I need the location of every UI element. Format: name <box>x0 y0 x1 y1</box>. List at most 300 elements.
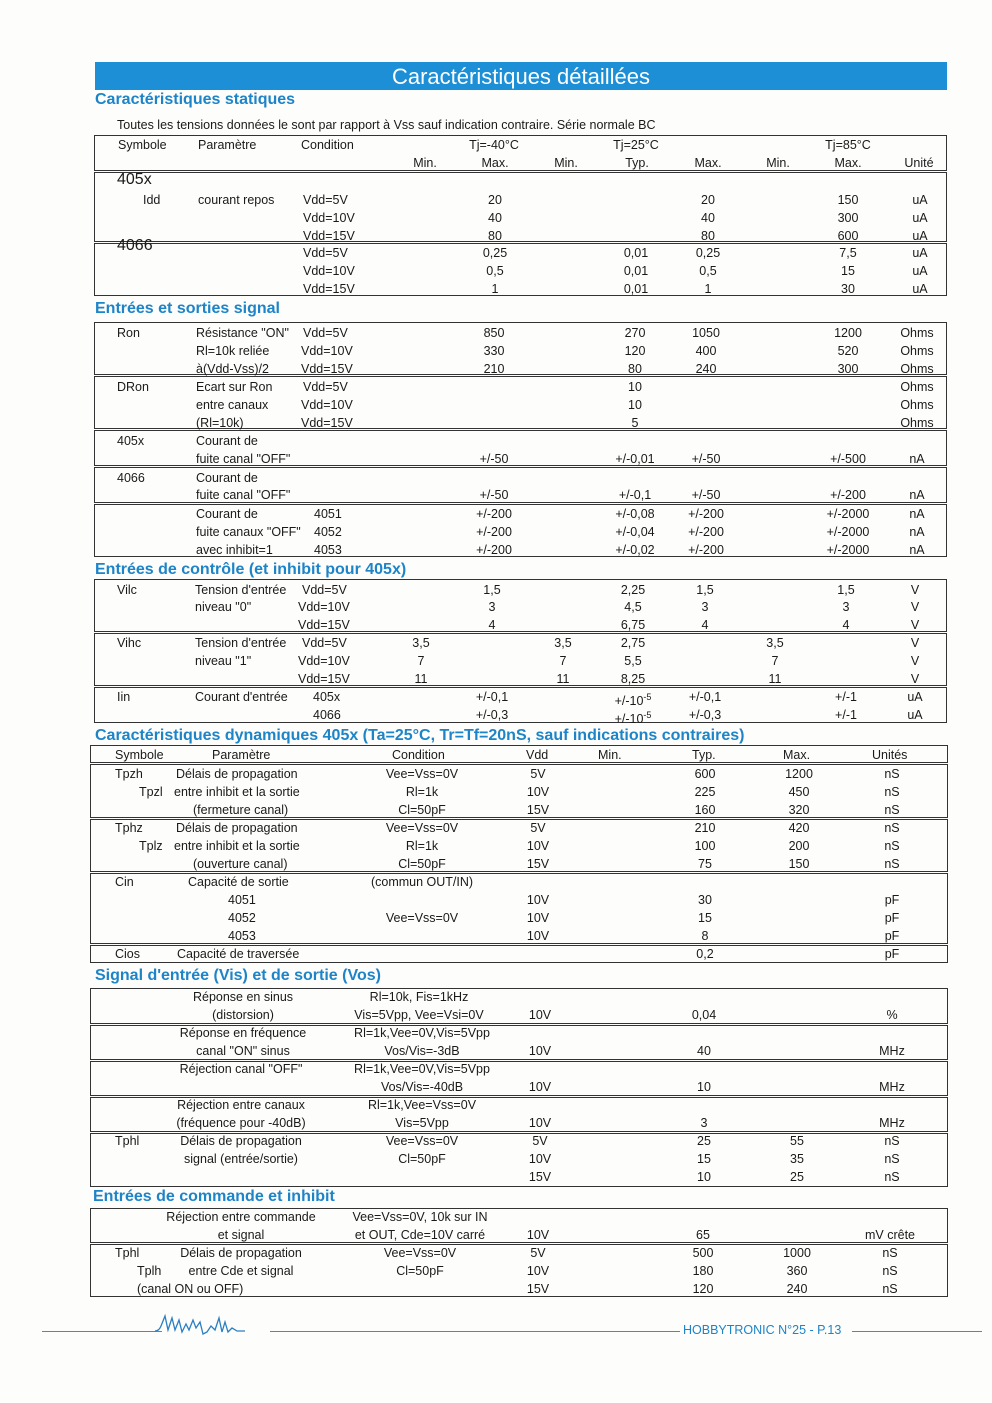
table-cell: 200 <box>788 839 810 853</box>
table-cell: Réjection entre commande <box>166 1210 316 1224</box>
section-title-statiques: Caractéristiques statiques <box>95 91 296 108</box>
table-cell: 1,5 <box>483 583 501 597</box>
table-cell: avec inhibit=1 <box>196 543 273 557</box>
table-cell: 40 <box>701 211 715 225</box>
header-tj-25: Tj=25°C <box>613 138 659 152</box>
signal-wave-logo <box>155 1312 275 1342</box>
table-cell: nS <box>882 1282 898 1296</box>
table-cell: 65 <box>696 1228 710 1242</box>
table-cell: +/-0,1 <box>618 488 652 502</box>
table-cell: niveau "1" <box>195 654 252 668</box>
table-cell: Vilc <box>117 583 137 597</box>
table-cell: à(Vdd-Vss)/2 <box>196 362 269 376</box>
table-cell: 0,5 <box>486 264 504 278</box>
table-cell: Tplh <box>137 1264 162 1278</box>
table-cell: Cl=50pF <box>398 857 446 871</box>
table-cell: nA <box>909 452 925 466</box>
table-cell: +/-200 <box>830 488 866 502</box>
table-cell: 120 <box>624 344 646 358</box>
table-cell: Courant de <box>196 434 258 448</box>
table-cell: 0,01 <box>623 264 649 278</box>
table-cell: 4066 <box>313 708 341 722</box>
table-cell: 3,5 <box>766 636 784 650</box>
table-cell: 1 <box>491 282 499 296</box>
table-cell: 405x <box>117 434 145 448</box>
table-cell: 10V <box>528 1044 552 1058</box>
table-cell: 500 <box>692 1246 714 1260</box>
table-cell: +/-0,01 <box>615 452 655 466</box>
table-cell: Vdd=5V <box>302 583 347 597</box>
table-cell: +/-50 <box>691 488 721 502</box>
table-cell: +/-500 <box>830 452 866 466</box>
table-cell: 3,5 <box>554 636 572 650</box>
table-cell: 3 <box>842 600 850 614</box>
header-tj-85: Tj=85°C <box>825 138 871 152</box>
table-cell: Vdd=5V <box>303 246 348 260</box>
table-cell: +/-50 <box>479 488 509 502</box>
table-cell: Ohms <box>900 326 934 340</box>
exponent-power: -5 <box>643 692 652 702</box>
table-cell: niveau "0" <box>195 600 252 614</box>
table-cell: +/-0,1 <box>688 690 722 704</box>
table-cell: 10V <box>526 785 550 799</box>
table-cell: 5 <box>631 416 639 430</box>
table-cell: 5,5 <box>624 654 642 668</box>
table-cell: Vdd=10V <box>301 398 353 412</box>
table-cell: Vdd=10V <box>301 344 353 358</box>
table-cell: 150 <box>837 193 859 207</box>
exponent-base: +/-10 <box>614 694 644 709</box>
table-cell: nS <box>884 785 900 799</box>
table-cell: Vee=Vss=0V <box>385 767 459 781</box>
table-cell: 15 <box>697 1152 711 1166</box>
table-cell: Ohms <box>900 344 934 358</box>
table-cell: et OUT, Cde=10V carré <box>354 1228 486 1242</box>
header-min-3: Min. <box>766 156 790 170</box>
table-cell: Délais de propagation <box>180 1134 302 1148</box>
table-cell: 5V <box>532 1134 548 1148</box>
table-cell: nS <box>884 1170 900 1184</box>
table-cell: 10V <box>526 1228 550 1242</box>
table-cell: 15V <box>528 1170 552 1184</box>
table-cell: +/-50 <box>479 452 509 466</box>
table-cell: Réponse en sinus <box>192 990 294 1004</box>
table-cell: MHz <box>879 1080 905 1094</box>
table-cell: Vis=5Vpp <box>395 1116 449 1130</box>
table-cell: 10V <box>526 839 550 853</box>
table-cell: Vdd=15V <box>298 618 350 632</box>
table-cell: Rl=1k,Vee=Vss=0V <box>367 1098 477 1112</box>
table-cell: V <box>910 618 920 632</box>
table-cell: Ohms <box>900 362 934 376</box>
table-cell: pF <box>884 929 900 943</box>
table-cell: 4051 <box>314 507 342 521</box>
table-cell: +/-200 <box>688 525 724 539</box>
table-cell: Cin <box>115 875 134 889</box>
section-title-signal: Entrées et sorties signal <box>95 300 280 317</box>
table-cell: 7 <box>417 654 425 668</box>
table-cell: Capacité de sortie <box>188 875 289 889</box>
table-cell: 300 <box>837 211 859 225</box>
table-cell: 40 <box>488 211 502 225</box>
table-cell: 4066 <box>117 237 153 254</box>
section-title-commande: Entrées de commande et inhibit <box>93 1188 335 1205</box>
table-cell: 1,5 <box>696 583 714 597</box>
table-cell: nS <box>882 1264 898 1278</box>
table-cell: fuite canal "OFF" <box>196 488 291 502</box>
table-cell: +/-1 <box>835 690 857 704</box>
table-cell: 10V <box>528 1116 552 1130</box>
header-max-1: Max. <box>481 156 509 170</box>
table-cell: (fréquence pour -40dB) <box>176 1116 306 1130</box>
table-cell: +/-0,1 <box>475 690 509 704</box>
table-cell: Tpzl <box>139 785 163 799</box>
table-cell: Unités <box>872 748 908 762</box>
table-cell: 25 <box>697 1134 711 1148</box>
table-cell: 11 <box>414 672 428 686</box>
table-cell: Ohms <box>900 380 934 394</box>
table-cell: nS <box>884 1152 900 1166</box>
table-cell: Idd <box>143 193 161 207</box>
footer-rule-left <box>42 1331 162 1332</box>
table-cell: Tpzh <box>115 767 143 781</box>
table-cell: 11 <box>768 672 782 686</box>
table-cell: pF <box>884 911 900 925</box>
table-cell: 6,75 <box>620 618 646 632</box>
table-cell: 330 <box>483 344 505 358</box>
table-cell: +/-200 <box>688 507 724 521</box>
table-cell: Typ. <box>692 748 716 762</box>
table-cell: Tension d'entrée <box>195 636 287 650</box>
table-cell: 3 <box>701 600 709 614</box>
table-cell: V <box>910 583 920 597</box>
table-cell: 8,25 <box>620 672 646 686</box>
table-cell: 8 <box>701 929 709 943</box>
table-cell: Vdd=10V <box>303 264 355 278</box>
table-cell: 15V <box>526 1282 550 1296</box>
table-cell: V <box>910 600 920 614</box>
table-cell: 4052 <box>314 525 342 539</box>
table-cell: 15V <box>526 857 550 871</box>
table-cell: Ohms <box>900 398 934 412</box>
table-cell: 405x <box>117 171 152 188</box>
page-banner-title: Caractéristiques détaillées <box>95 62 947 90</box>
table-cell: fuite canal "OFF" <box>196 452 291 466</box>
section-title-vis-vos: Signal d'entrée (Vis) et de sortie (Vos) <box>95 967 381 984</box>
table-cell: +/-0,3 <box>688 708 722 722</box>
table-cell: 15 <box>841 264 855 278</box>
table-cell: 80 <box>488 229 502 243</box>
table-cell: Réjection canal "OFF" <box>179 1062 303 1076</box>
table-cell: canal "ON" sinus <box>196 1044 290 1058</box>
section-title-dynamiques: Caractéristiques dynamiques 405x (Ta=25°C, Tr=Tf=20nS, sauf indications contraires) <box>95 727 745 744</box>
table-cell: 30 <box>841 282 855 296</box>
table-cell: et signal <box>217 1228 265 1242</box>
table-cell: 11 <box>556 672 570 686</box>
table-cell: Vdd=5V <box>303 193 348 207</box>
table-cell: 4053 <box>228 929 256 943</box>
table-cell: Cl=50pF <box>396 1264 444 1278</box>
table-cell: Rl=1k,Vee=0V,Vis=5Vpp <box>354 1026 490 1040</box>
table-cell: 15 <box>698 911 712 925</box>
table-cell: Cl=50pF <box>398 803 446 817</box>
table-cell: uA <box>907 708 923 722</box>
table-cell: Vee=Vss=0V, 10k sur IN <box>352 1210 488 1224</box>
header-typ-2: Typ. <box>625 156 649 170</box>
table-cell: Vdd=5V <box>302 636 347 650</box>
table-cell: +/-200 <box>476 543 512 557</box>
table-cell: 10V <box>528 1152 552 1166</box>
table-cell: 5V <box>530 821 546 835</box>
table-cell: Rl=10k reliée <box>196 344 270 358</box>
table-cell: Capacité de traversée <box>177 947 300 961</box>
table-cell: Rl=1k <box>405 785 439 799</box>
table-cell: Paramètre <box>212 748 271 762</box>
table-cell: uA <box>912 211 928 225</box>
table-cell: 4053 <box>314 543 342 557</box>
table-cell: Vdd=10V <box>298 600 350 614</box>
table-cell: pF <box>884 947 900 961</box>
header-symbole: Symbole <box>118 138 167 152</box>
table-cell: nA <box>909 543 925 557</box>
table-cell-exponent <box>615 708 652 726</box>
table-cell: Vos/Vis=-40dB <box>380 1080 464 1094</box>
table-cell: 2,25 <box>620 583 646 597</box>
table-cell: Réponse en fréquence <box>179 1026 307 1040</box>
table-cell: Vos/Vis=-3dB <box>384 1044 460 1058</box>
table-cell: Ecart sur Ron <box>196 380 273 394</box>
table-cell: 0,01 <box>623 246 649 260</box>
table-cell: courant repos <box>198 193 275 207</box>
table-cell: 55 <box>790 1134 804 1148</box>
header-min-2: Min. <box>554 156 578 170</box>
table-cell: Courant d'entrée <box>195 690 288 704</box>
table-cell: 4 <box>701 618 709 632</box>
table-cell: Vdd=15V <box>303 282 355 296</box>
table-cell: MHz <box>879 1116 905 1130</box>
table-cell: Vis=5Vpp, Vee=Vsi=0V <box>354 1008 484 1022</box>
table-cell: 2,75 <box>620 636 646 650</box>
table-cell: 120 <box>692 1282 714 1296</box>
table-cell: Symbole <box>115 748 164 762</box>
table-cell: signal (entrée/sortie) <box>184 1152 298 1166</box>
table-cell: 10 <box>628 398 642 412</box>
table-cell: 20 <box>701 193 715 207</box>
table-cell: Tphl <box>115 1246 140 1260</box>
table-cell: +/-2000 <box>826 525 870 539</box>
table-cell: nS <box>884 803 900 817</box>
table-cell: 3 <box>700 1116 708 1130</box>
table-cell: 4 <box>488 618 496 632</box>
table-cell: Cl=50pF <box>398 1152 446 1166</box>
header-min-1: Min. <box>413 156 437 170</box>
table-cell: 240 <box>695 362 717 376</box>
table-cell: 7 <box>559 654 567 668</box>
table-cell: 10V <box>526 893 550 907</box>
table-cell: 210 <box>483 362 505 376</box>
table-cell: 160 <box>694 803 716 817</box>
table-cell: 225 <box>694 785 716 799</box>
table-cell: uA <box>912 282 928 296</box>
table-cell-exponent <box>615 690 652 708</box>
table-cell: 600 <box>694 767 716 781</box>
table-cell: +/-0,08 <box>615 507 655 521</box>
table-cell: 0,25 <box>695 246 721 260</box>
table-cell: 3 <box>488 600 496 614</box>
table-cell: 4066 <box>117 471 145 485</box>
table-cell: 4 <box>842 618 850 632</box>
table-cell: +/-2000 <box>826 507 870 521</box>
table-cell: uA <box>912 193 928 207</box>
table-cell: 1050 <box>692 326 720 340</box>
table-cell: nA <box>909 488 925 502</box>
table-cell: DRon <box>117 380 149 394</box>
table-cell: 270 <box>624 326 646 340</box>
table-cell: Vee=Vss=0V <box>385 1134 459 1148</box>
table-cell: Rl=1k <box>405 839 439 853</box>
table-cell: Tphl <box>115 1134 140 1148</box>
table-cell: Ohms <box>900 416 934 430</box>
table-cell: uA <box>912 246 928 260</box>
table-cell: (Rl=10k) <box>196 416 244 430</box>
table-cell: 10V <box>526 1264 550 1278</box>
table-cell: 1,5 <box>837 583 855 597</box>
table-cell: Courant de <box>196 471 258 485</box>
table-cell: +/-0,02 <box>615 543 655 557</box>
table-cell: Iin <box>117 690 131 704</box>
table-cell: 10 <box>697 1080 711 1094</box>
table-cell: nS <box>882 1246 898 1260</box>
table-cell: 15V <box>526 803 550 817</box>
table-cell: (fermeture canal) <box>193 803 289 817</box>
section-title-controle: Entrées de contrôle (et inhibit pour 405x) <box>95 561 407 578</box>
table-cell: 100 <box>694 839 716 853</box>
table-cell: entre inhibit et la sortie <box>174 785 300 799</box>
table-cell: Min. <box>598 748 622 762</box>
table-cell: 850 <box>483 326 505 340</box>
footer-rule-middle <box>270 1331 680 1332</box>
header-max-3: Max. <box>834 156 862 170</box>
table-cell: +/-0,3 <box>475 708 509 722</box>
table-cell: Vee=Vss=0V <box>385 821 459 835</box>
table-cell: 10 <box>628 380 642 394</box>
table-cell: Vdd <box>526 748 549 762</box>
table-cell: uA <box>912 264 928 278</box>
table-cell: Délais de propagation <box>176 821 298 835</box>
table-cell: 0,5 <box>699 264 717 278</box>
table-cell: Rl=1k,Vee=0V,Vis=5Vpp <box>354 1062 490 1076</box>
intro-note: Toutes les tensions données le sont par rapport à Vss sauf indication contraire. Série normale BC <box>117 118 656 132</box>
table-cell: 420 <box>788 821 810 835</box>
table-cell: Vdd=5V <box>303 380 348 394</box>
table-cell: 10V <box>526 929 550 943</box>
table-cell: entre inhibit et la sortie <box>174 839 300 853</box>
table-cell: 3,5 <box>412 636 430 650</box>
group-box-405x-idd <box>94 172 947 242</box>
table-cell: 10V <box>526 911 550 925</box>
table-cell: Tplz <box>139 839 163 853</box>
table-cell: 75 <box>698 857 712 871</box>
table-cell: Vdd=10V <box>298 654 350 668</box>
table-cell: uA <box>907 690 923 704</box>
table-cell: % <box>886 1008 898 1022</box>
table-cell: 450 <box>788 785 810 799</box>
table-cell: V <box>910 654 920 668</box>
table-cell: entre Cde et signal <box>188 1264 294 1278</box>
table-cell: nS <box>884 857 900 871</box>
table-cell: Vihc <box>117 636 142 650</box>
table-cell: 30 <box>698 893 712 907</box>
table-cell: 7 <box>771 654 779 668</box>
header-unite: Unité <box>904 156 934 170</box>
table-cell: MHz <box>879 1044 905 1058</box>
table-cell: nS <box>884 1134 900 1148</box>
table-cell: 1000 <box>783 1246 811 1260</box>
table-cell: 7,5 <box>839 246 857 260</box>
table-cell: (distorsion) <box>212 1008 274 1022</box>
header-condition: Condition <box>301 138 354 152</box>
table-cell: +/-1 <box>835 708 857 722</box>
table-cell: nS <box>884 839 900 853</box>
table-cell: 10 <box>697 1170 711 1184</box>
table-cell: 360 <box>786 1264 808 1278</box>
table-cell: 240 <box>786 1282 808 1296</box>
table-cell: 35 <box>790 1152 804 1166</box>
table-cell: Vdd=15V <box>303 229 355 243</box>
table-cell: nA <box>909 525 925 539</box>
table-cell: +/-200 <box>688 543 724 557</box>
table-cell: Vee=Vss=0V <box>385 911 459 925</box>
table-cell: 210 <box>694 821 716 835</box>
table-cell: 0,2 <box>696 947 714 961</box>
exponent-base: +/-10 <box>614 712 644 727</box>
table-cell: nA <box>909 507 925 521</box>
table-cell: 25 <box>790 1170 804 1184</box>
group-box-4066-idd <box>94 243 947 296</box>
table-cell: V <box>910 636 920 650</box>
table-cell: 5V <box>530 1246 546 1260</box>
table-cell: 4051 <box>228 893 256 907</box>
table-cell: 1200 <box>785 767 813 781</box>
table-cell: Vdd=15V <box>298 672 350 686</box>
table-cell: Condition <box>392 748 445 762</box>
table-cell: Tension d'entrée <box>195 583 287 597</box>
table-cell: 10V <box>528 1080 552 1094</box>
table-cell: Ron <box>117 326 140 340</box>
exponent-power: -5 <box>643 710 652 720</box>
table-cell: 1200 <box>834 326 862 340</box>
table-cell: 150 <box>788 857 810 871</box>
table-cell: +/-200 <box>476 507 512 521</box>
table-cell: fuite canaux "OFF" <box>196 525 301 539</box>
table-cell: Délais de propagation <box>180 1246 302 1260</box>
table-cell: Cios <box>115 947 141 961</box>
table-cell: 40 <box>697 1044 711 1058</box>
table-cell: 4,5 <box>624 600 642 614</box>
table-cell: +/-200 <box>476 525 512 539</box>
table-cell: V <box>910 672 920 686</box>
table-cell: 405x <box>313 690 341 704</box>
table-cell: pF <box>884 893 900 907</box>
table-cell: 0,04 <box>691 1008 717 1022</box>
table-cell: 0,25 <box>482 246 508 260</box>
table-cell: 5V <box>530 767 546 781</box>
table-cell: nS <box>884 767 900 781</box>
table-cell: 520 <box>837 344 859 358</box>
table-cell: Vdd=15V <box>301 416 353 430</box>
table-cell: 320 <box>788 803 810 817</box>
table-cell: 4052 <box>228 911 256 925</box>
